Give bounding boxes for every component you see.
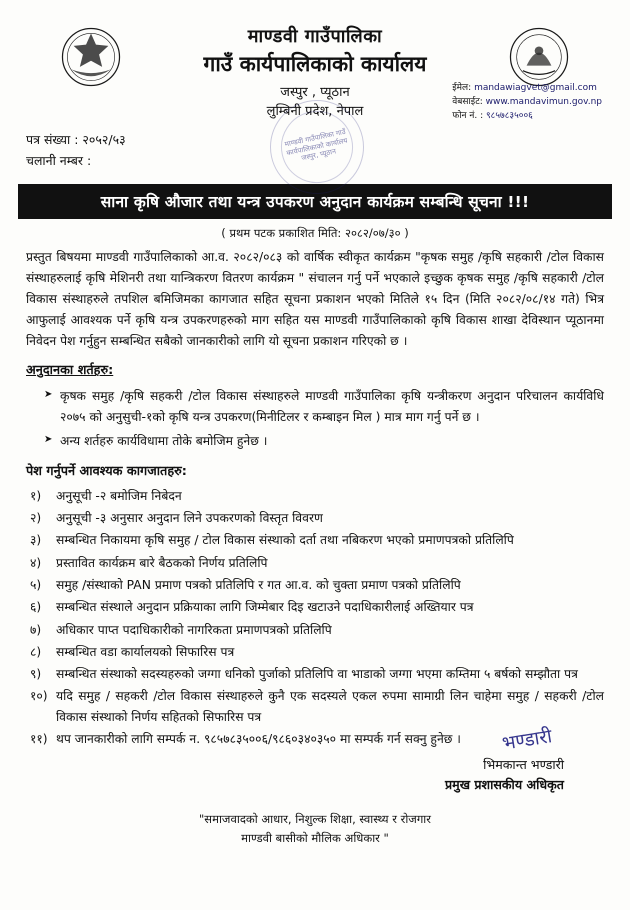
list-item-text: यदि समुह / सहकरी /टोल विकास संस्थाहरुले कुनै एक सदस्यले एकल रुपमा सामाग्री लिन चाहेमा समुह / सहकरी /टोल विकास संस्थाको निर्णय सहितको सिफारिस पत्र: [56, 689, 604, 724]
nepal-emblem-icon: [60, 26, 122, 88]
list-item-number: २): [30, 511, 42, 526]
list-item: [30, 508, 604, 528]
website-value: www.mandavimun.gov.np: [485, 96, 602, 107]
list-item: [30, 553, 604, 573]
list-item-text: समुह /संस्थाको PAN प्रमाण पत्रको प्रतिलिपि र गत आ.व. को चुक्ता प्रमाण पत्रको प्रतिलिपि: [56, 578, 461, 592]
list-item: [30, 486, 604, 506]
list-item-text: थप जानकारीको लागि सम्पर्क न. ९८५७८३५००६/९८६०३४०३५० मा सम्पर्क गर्न सक्नु हुनेछ ।: [56, 731, 461, 746]
list-item-number: ५): [30, 578, 42, 592]
conditions-list: [26, 386, 604, 452]
publish-date: ( प्रथम पटक प्रकाशित मिति: २०८२/०७/३० ): [221, 225, 409, 240]
list-item-text: सम्बन्धित संस्थाले अनुदान प्रक्रियाका लागि जिम्मेबार दिइ खटाउने पदाधिकारीलाई अख्तियार पत्र: [56, 600, 474, 615]
dispatch-number: चलानी नम्बर :: [26, 153, 92, 169]
documents-list: [26, 486, 604, 749]
intro-paragraph: प्रस्तुत बिषयमा माण्डवी गाउँपालिकाको आ.व. २०८२/०८३ को वार्षिक स्वीकृत कार्यक्रम "कृषक समुह /कृषि सहकारी /टोल विकास संस्थाहरुलाई कृषि मेशिनरी तथा यान्त्रिकरण वितरण कार्यक्रम " संचालन गर्नु पर्ने भएकाले इच्छुक कृषक समुह /कृषि सहकारी /टोल विकास संस्थाहरुले तपशिल बमिजिमका कागजात सहित सूचना प्रकाशन भएको मितिले १५ दिन (मिति २०८२/०८/१४ गते) भित्र आफुलाई आवश्यक पर्ने कृषि यन्त्र उपकरणहरुको माग सहित यस माण्डवी गाउँपालिकाको कृषि विकास शाखा देविस्थान प्यूठानमा निवेदन पेश गर्नुहुन सम्बन्धित सबैको जानकारीको लागि यो सूचना प्रकाशन गरिएको छ ।: [26, 249, 604, 349]
list-item-text: प्रस्तावित कार्यक्रम बारे बैठकको निर्णय प्रतिलिपि: [56, 555, 268, 570]
conditions-heading: अनुदानका शर्तहरु:: [26, 363, 114, 379]
list-item: [30, 530, 604, 550]
reference-numbers: [0, 129, 630, 172]
documents-heading: पेश गर्नुपर्ने आवश्यक कागजातहरु:: [26, 463, 187, 479]
org-province-line: लुम्बिनी प्रदेश, नेपाल: [266, 104, 364, 119]
list-item-text: सम्बन्धित निकायमा कृषि समुह / टोल विकास संस्थाको दर्ता तथा नबिकरण भएको प्रमाणपत्रको प्रतिलिपि: [56, 533, 514, 548]
contact-block: [452, 82, 602, 124]
signatory-post: प्रमुख प्रशासकीय अधिकृत: [445, 777, 564, 793]
list-item: [30, 597, 604, 617]
list-item-number: ६): [30, 600, 42, 615]
list-item: [30, 642, 604, 662]
website-row: [452, 96, 602, 110]
footer-line-1: "समाजवादको आधार, निशुल्क शिक्षा, स्वास्थ्य र रोजगार: [199, 811, 431, 826]
org-name-line2: गाउँ कार्यपालिकाको कार्यालय: [203, 52, 427, 76]
list-item-number: ७): [30, 622, 42, 637]
phone-label: फोन नं. :: [452, 110, 484, 121]
signatory-name: भिमकान्त भण्डारी: [483, 757, 564, 773]
email-label: ईमेल:: [452, 83, 472, 93]
list-item: ➤ कृषक समुह /कृषि सहकरी /टोल विकास संस्थाहरुले माण्डवी गाउँपालिका कृषि यन्त्रीकरण अनुदान परिचालन कार्यविधि २०७५ को अनुसुची-१को कृषि यन्त्र उपकरण(मिनीटिलर र कम्बाइन मिल ) मात्र माग गर्नु पर्ने छ ।: [44, 386, 604, 428]
list-item-number: ११): [30, 731, 48, 746]
list-item: [30, 664, 604, 684]
list-item-number: १): [30, 488, 42, 503]
phone-row: [452, 110, 602, 124]
handwritten-signature: भण्डारी: [500, 725, 554, 756]
list-item-number: ४): [30, 555, 42, 570]
phone-value: ९८५७८३५००६: [486, 110, 533, 121]
footer-line-2: माण्डवी बासीको मौलिक अधिकार ": [241, 831, 389, 846]
notice-title: साना कृषि औजार तथा यन्त्र उपकरण अनुदान कार्यक्रम सम्बन्धि सूचना !!!: [18, 184, 612, 219]
list-item-text: अनुसूची -२ बमोजिम निबेदन: [56, 488, 182, 503]
list-item: [30, 620, 604, 640]
org-name-line1: माण्डवी गाउँपालिका: [247, 26, 383, 47]
list-item-text: अधिकार पाप्त पदाधिकारीको नागरिकता प्रमाणपत्रको प्रतिलिपि: [56, 622, 332, 637]
list-item-number: १०): [30, 689, 48, 704]
document-header: [0, 0, 630, 125]
list-item-number: ८): [30, 644, 42, 659]
office-seal-inner: माण्डवी गाउँपालिका गाउँ कार्यपालिकाको कार्यालय जस्पुर, प्यूठान: [274, 104, 359, 189]
list-item-text: सम्बन्धित वडा कार्यालयको सिफारिस पत्र: [56, 644, 235, 659]
document-footer: [26, 810, 604, 849]
website-label: वेबसाईट:: [452, 96, 483, 107]
org-address-line: जस्पुर , प्यूठान: [280, 85, 350, 100]
email-row: [452, 82, 602, 96]
letter-number: पत्र संख्या : २०५२/५३: [26, 132, 126, 147]
list-item: [30, 575, 604, 595]
list-item-text: अनुसूची -३ अनुसार अनुदान लिने उपकरणको विस्तृत विवरण: [56, 511, 323, 526]
notice-body: [0, 247, 630, 849]
list-item: ➤ अन्य शर्तहरु कार्यविधामा तोके बमोजिम हुनेछ ।: [44, 431, 604, 452]
list-item-number: ९): [30, 667, 42, 682]
list-item: [30, 686, 604, 727]
list-item-text: सम्बन्धित संस्थाको सदस्यहरुको जग्गा धनिको पुर्जाको प्रतिलिपि वा भाडाको जग्गा भएमा कम्तिमा ५ बर्षको सम्झौता पत्र: [56, 667, 578, 682]
email-value: mandawiagvet@gmail.com: [474, 83, 597, 93]
list-item-number: ३): [30, 533, 42, 548]
municipality-emblem-icon: [508, 26, 570, 88]
